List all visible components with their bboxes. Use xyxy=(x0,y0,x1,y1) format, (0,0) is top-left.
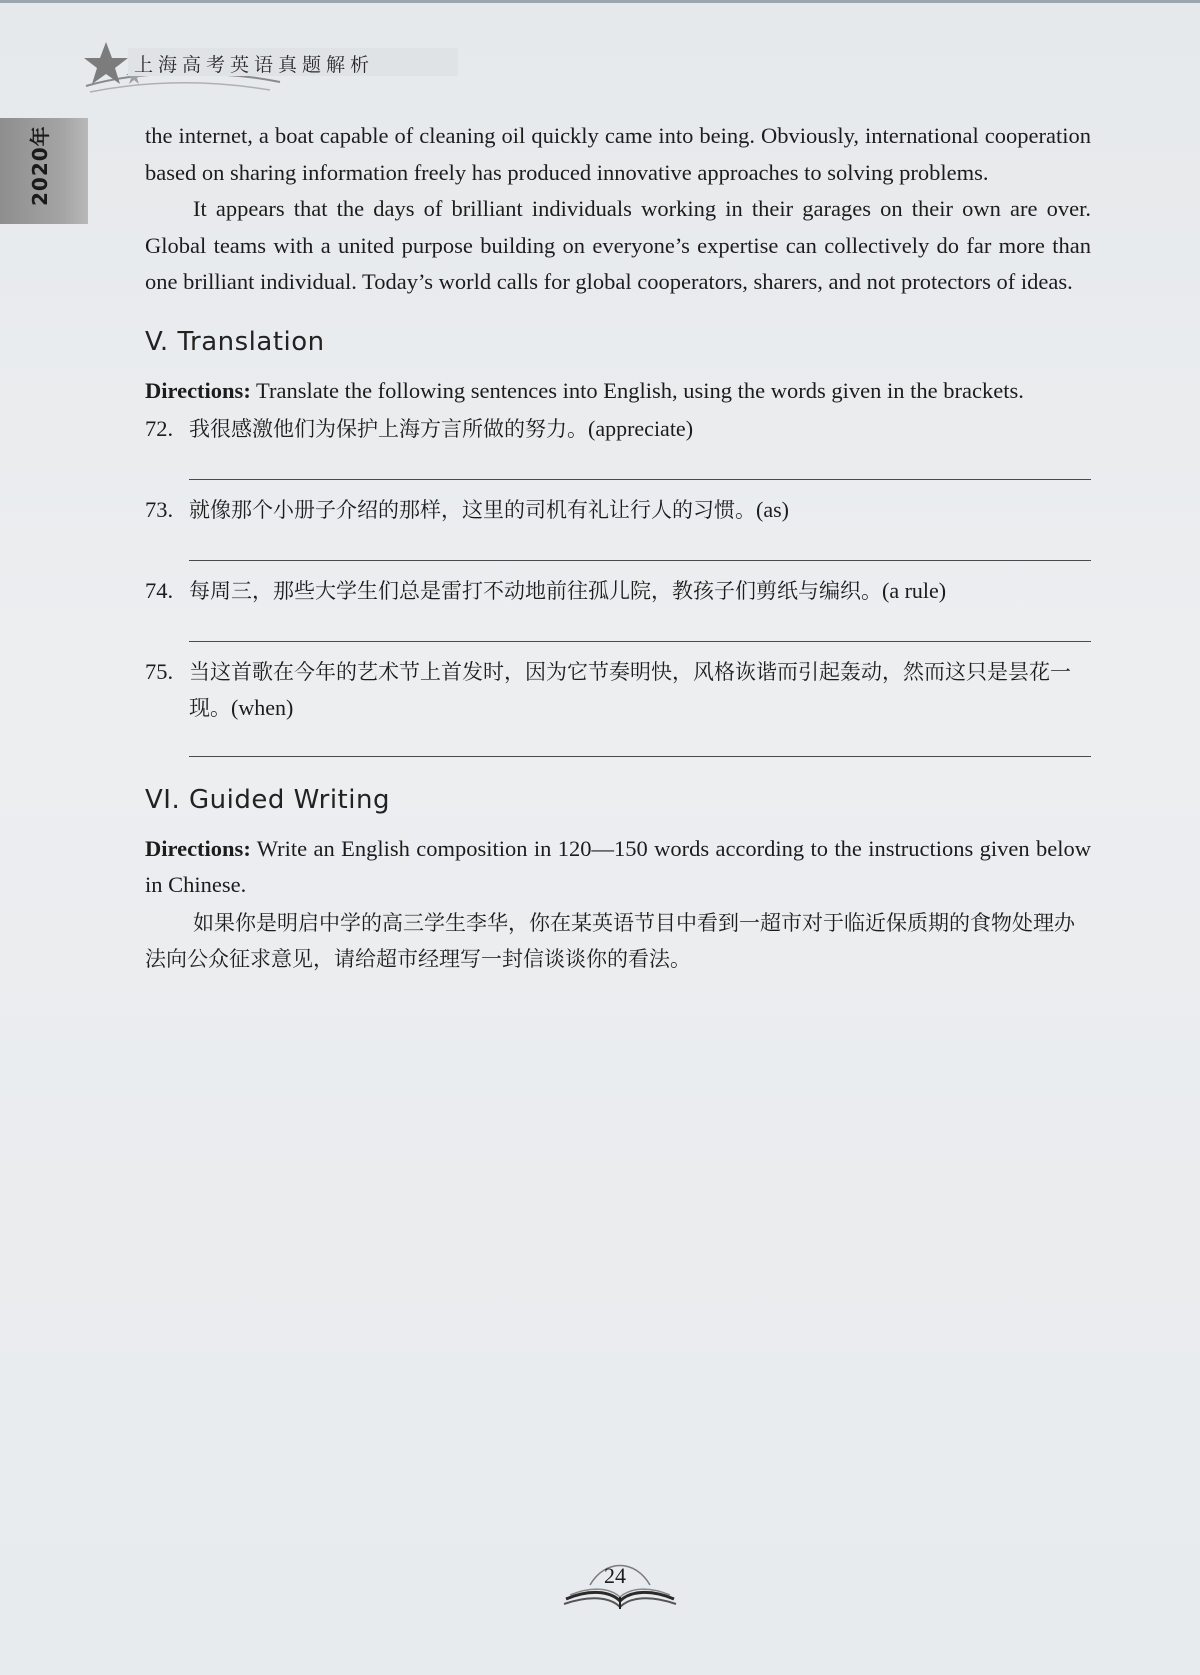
directions-label: Directions: xyxy=(145,835,251,861)
answer-line[interactable] xyxy=(189,560,1091,561)
item-number: 74. xyxy=(145,577,174,603)
directions-text: Translate the following sentences into English, using the words given in the brackets. xyxy=(250,377,1024,403)
translation-item xyxy=(145,492,1091,528)
section-heading-writing: VI. Guided Writing xyxy=(145,784,390,815)
item-text: 就像那个小册子介绍的那样，这里的司机有礼让行人的习惯。 xyxy=(189,497,756,522)
item-text: 我很感激他们为保护上海方言所做的努力。 xyxy=(189,416,588,441)
translation-directions xyxy=(145,373,1091,409)
item-number: 72. xyxy=(145,415,174,441)
translation-item xyxy=(145,654,1091,726)
page-footer xyxy=(560,1555,680,1615)
main-content xyxy=(145,118,1091,977)
item-text: 当这首歌在今年的艺术节上首发时，因为它节奏明快，风格诙谐而引起轰动，然而这只是昙花一现。 xyxy=(189,659,1071,720)
top-rule xyxy=(0,0,1200,3)
page-number: 24 xyxy=(604,1563,626,1588)
page-header xyxy=(80,40,500,100)
passage-paragraph: the internet, a boat capable of cleaning oil quickly came into being. Obviously, international cooperation based on sharing information freely has produced innovative approaches to solving problems. xyxy=(145,123,1091,185)
writing-directions xyxy=(145,831,1091,903)
item-number: 73. xyxy=(145,496,174,522)
year-label: 2020年 xyxy=(28,125,52,206)
book-title: 上海高考英语真题解析 xyxy=(134,54,375,76)
directions-label: Directions: xyxy=(145,377,251,403)
answer-line[interactable] xyxy=(189,756,1091,757)
writing-prompt: 如果你是明启中学的高三学生李华，你在某英语节目中看到一超市对于临近保质期的食物处理办法向公众征求意见，请给超市经理写一封信谈谈你的看法。 xyxy=(145,910,1075,971)
item-number: 75. xyxy=(145,658,174,684)
translation-item xyxy=(145,411,1091,447)
answer-line[interactable] xyxy=(189,479,1091,480)
passage-paragraph: It appears that the days of brilliant individuals working in their garages on their own are over. Global teams with a united purpose building on everyone’s expertise can collectively do far more than one brilliant individual. Today’s world calls for global cooperators, sharers, and not protectors of ideas. xyxy=(145,196,1091,294)
section-heading-translation: V. Translation xyxy=(145,326,325,357)
item-hint: (a rule) xyxy=(882,577,947,603)
item-hint: (as) xyxy=(756,496,789,522)
answer-line[interactable] xyxy=(189,641,1091,642)
item-hint: (appreciate) xyxy=(588,415,694,441)
directions-text: Write an English composition in 120—150 words according to the instructions given below in Chinese. xyxy=(145,835,1091,897)
item-hint: (when) xyxy=(231,694,294,720)
item-text: 每周三，那些大学生们总是雷打不动地前往孤儿院，教孩子们剪纸与编织。 xyxy=(189,578,882,603)
translation-item xyxy=(145,573,1091,609)
